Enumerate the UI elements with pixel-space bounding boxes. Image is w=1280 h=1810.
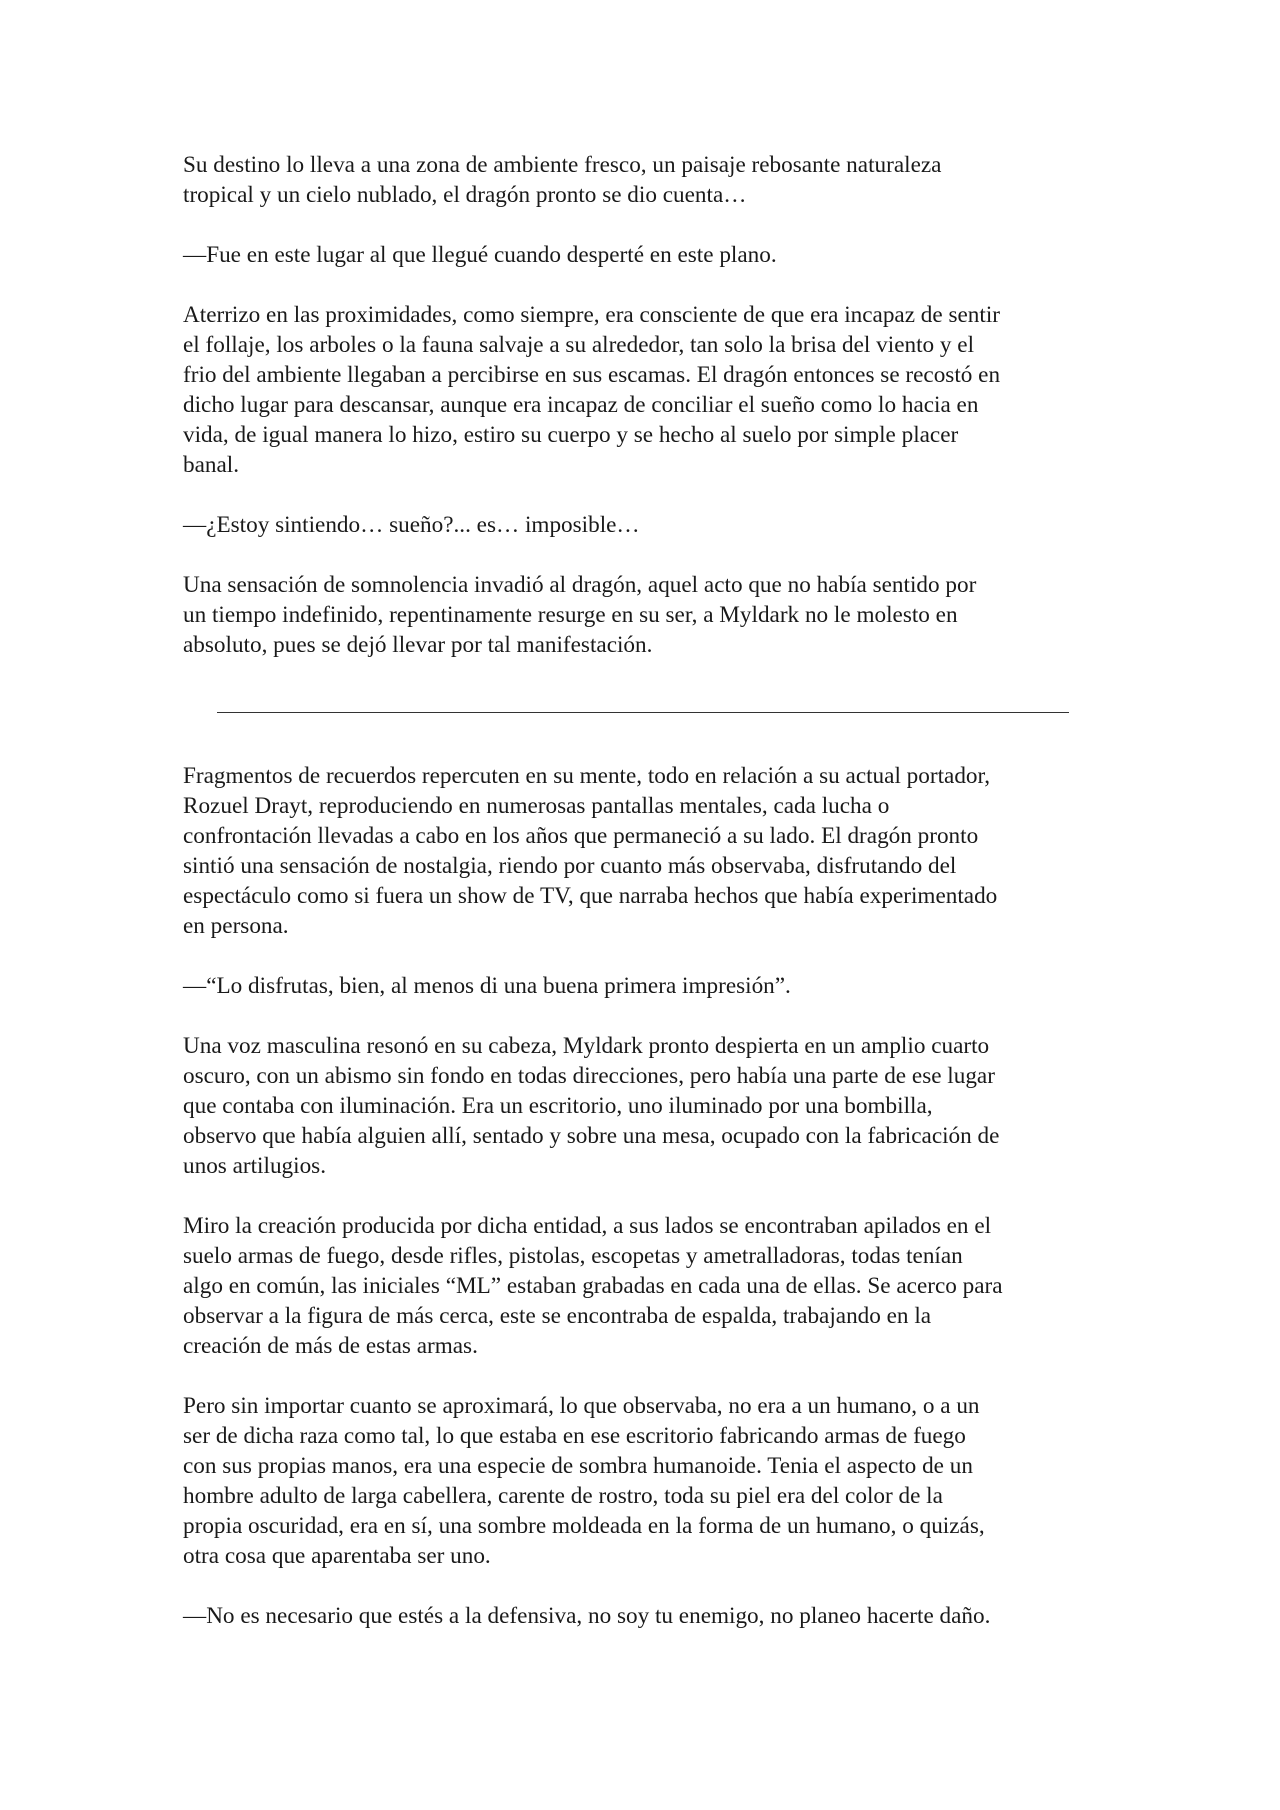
text-line: Su destino lo lleva a una zona de ambiente fresco, un paisaje rebosante naturaleza [183, 152, 942, 178]
text-line: —No es necesario que estés a la defensiva, no soy tu enemigo, no planeo hacerte daño. [183, 1603, 991, 1629]
paragraph-8 [183, 1031, 1103, 1181]
paragraph-11 [183, 1601, 1103, 1631]
text-line: con sus propias manos, era una especie de sombra humanoide. Tenia el aspecto de un [183, 1453, 973, 1479]
text-line: absoluto, pues se dejó llevar por tal manifestación. [183, 632, 653, 658]
text-line: Rozuel Drayt, reproduciendo en numerosas pantallas mentales, cada lucha o [183, 793, 890, 819]
text-line: confrontación llevadas a cabo en los años que permaneció a su lado. El dragón pronto [183, 823, 979, 849]
text-line: propia oscuridad, era en sí, una sombre moldeada en la forma de un humano, o quizás, [183, 1513, 985, 1539]
text-line: frio del ambiente llegaban a percibirse en sus escamas. El dragón entonces se recostó en [183, 362, 1001, 388]
paragraph-1 [183, 150, 1103, 210]
text-line: oscuro, con un abismo sin fondo en todas direcciones, pero había una parte de ese lugar [183, 1063, 995, 1089]
section-2 [183, 761, 1103, 1631]
text-line: tropical y un cielo nublado, el dragón pronto se dio cuenta… [183, 182, 747, 208]
text-line: unos artilugios. [183, 1153, 326, 1179]
text-line: hombre adulto de larga cabellera, carente de rostro, toda su piel era del color de la [183, 1483, 943, 1509]
paragraph-4 [183, 510, 1103, 540]
section-divider [217, 712, 1069, 713]
paragraph-2 [183, 240, 1103, 270]
paragraph-3 [183, 300, 1103, 480]
text-line: Pero sin importar cuanto se aproximará, lo que observaba, no era a un humano, o a un [183, 1393, 980, 1419]
text-line: observar a la figura de más cerca, este se encontraba de espalda, trabajando en la [183, 1303, 932, 1329]
text-line: banal. [183, 452, 240, 478]
text-line: Fragmentos de recuerdos repercuten en su mente, todo en relación a su actual portador, [183, 763, 991, 789]
text-line: observo que había alguien allí, sentado y sobre una mesa, ocupado con la fabricación de [183, 1123, 1000, 1149]
text-line: en persona. [183, 913, 289, 939]
text-line: un tiempo indefinido, repentinamente resurge en su ser, a Myldark no le molesto en [183, 602, 958, 628]
text-line: el follaje, los arboles o la fauna salvaje a su alrededor, tan solo la brisa del viento y el [183, 332, 975, 358]
text-line: dicho lugar para descansar, aunque era incapaz de conciliar el sueño como lo hacia en [183, 392, 979, 418]
text-line: Miro la creación producida por dicha entidad, a sus lados se encontraban apilados en el [183, 1213, 992, 1239]
text-line: otra cosa que aparentaba ser uno. [183, 1543, 491, 1569]
text-line: algo en común, las iniciales “ML” estaban grabadas en cada una de ellas. Se acerco para [183, 1273, 1003, 1299]
document-page [183, 150, 1103, 1631]
paragraph-10 [183, 1391, 1103, 1571]
text-line: suelo armas de fuego, desde rifles, pistolas, escopetas y ametralladoras, todas tenían [183, 1243, 963, 1269]
text-line: que contaba con iluminación. Era un escritorio, uno iluminado por una bombilla, [183, 1093, 933, 1119]
section-1 [183, 150, 1103, 660]
paragraph-5 [183, 570, 1103, 660]
text-line: —¿Estoy sintiendo… sueño?... es… imposible… [183, 512, 640, 538]
paragraph-7 [183, 971, 1103, 1001]
text-line: Una voz masculina resonó en su cabeza, Myldark pronto despierta en un amplio cuarto [183, 1033, 990, 1059]
text-line: Una sensación de somnolencia invadió al dragón, aquel acto que no había sentido por [183, 572, 977, 598]
text-line: sintió una sensación de nostalgia, riendo por cuanto más observaba, disfrutando del [183, 853, 957, 879]
paragraph-6 [183, 761, 1103, 941]
text-line: Aterrizo en las proximidades, como siempre, era consciente de que era incapaz de sentir [183, 302, 1001, 328]
paragraph-9 [183, 1211, 1103, 1361]
text-line: vida, de igual manera lo hizo, estiro su cuerpo y se hecho al suelo por simple placer [183, 422, 959, 448]
text-line: creación de más de estas armas. [183, 1333, 478, 1359]
text-line: ser de dicha raza como tal, lo que estaba en ese escritorio fabricando armas de fuego [183, 1423, 966, 1449]
text-line: —“Lo disfrutas, bien, al menos di una buena primera impresión”. [183, 973, 791, 999]
text-line: —Fue en este lugar al que llegué cuando desperté en este plano. [183, 242, 777, 268]
text-line: espectáculo como si fuera un show de TV, que narraba hechos que había experimentado [183, 883, 998, 909]
